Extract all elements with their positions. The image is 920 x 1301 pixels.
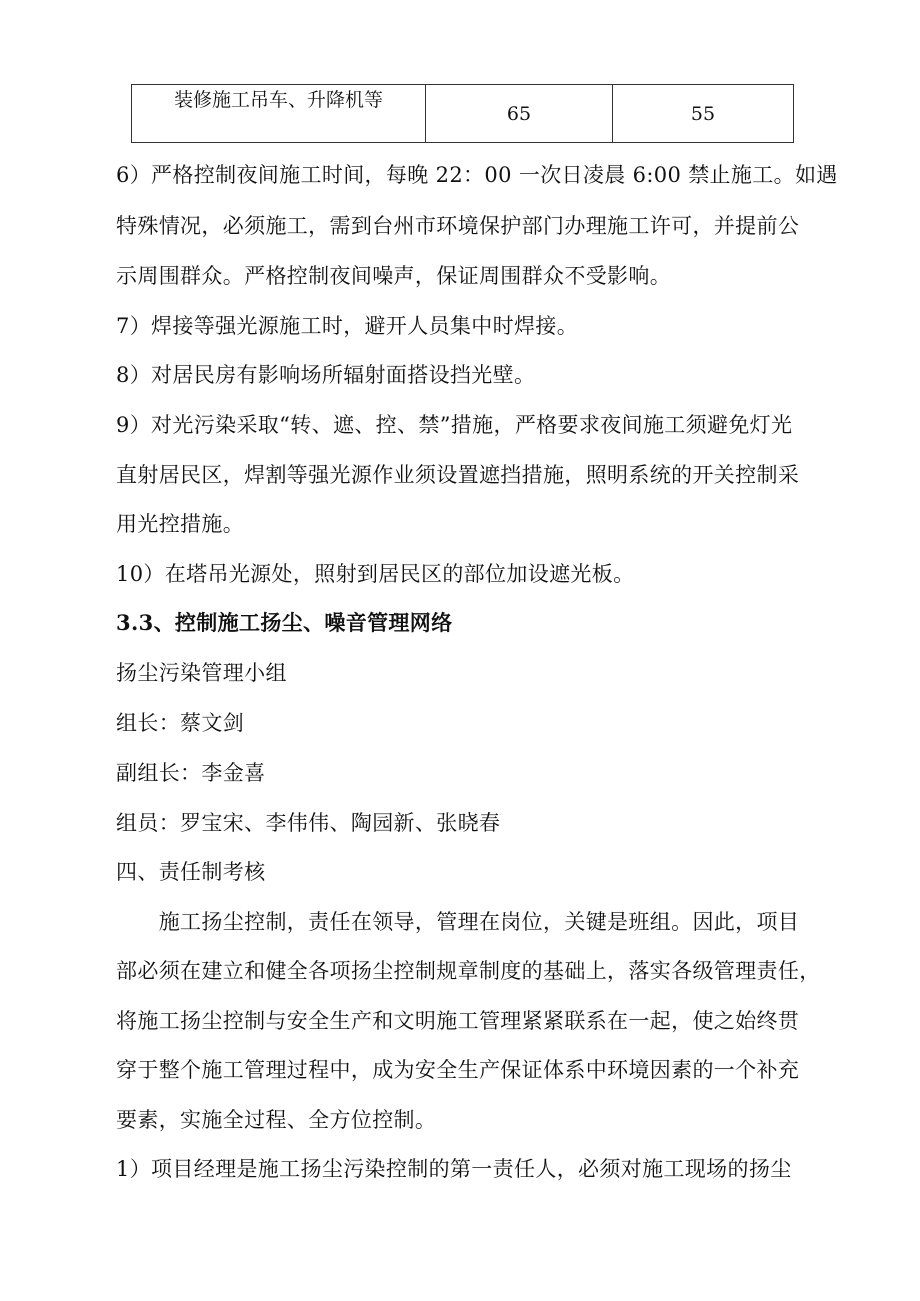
table-row <box>132 85 794 143</box>
group-leader: 组长：蔡文剑 <box>116 711 245 735</box>
paragraph-line: 7）焊接等强光源施工时，避开人员集中时焊接。 <box>116 314 579 338</box>
paragraph-line: 10）在塔吊光源处，照射到居民区的部位加设遮光板。 <box>116 562 635 586</box>
paragraph-line: 特殊情况，必须施工，需到台州市环境保护部门办理施工许可，并提前公 <box>116 214 800 238</box>
night-limit-cell: 55 <box>613 85 794 143</box>
paragraph-line: 将施工扬尘控制与安全生产和文明施工管理紧紧联系在一起，使之始终贯 <box>116 1009 800 1033</box>
paragraph-line: 8）对居民房有影响场所辐射面搭设挡光壁。 <box>116 363 536 387</box>
paragraph-line: 要素，实施全过程、全方位控制。 <box>116 1108 437 1132</box>
section-heading: 3.3、控制施工扬尘、噪音管理网络 <box>116 610 453 635</box>
group-title: 扬尘污染管理小组 <box>116 661 287 685</box>
paragraph-line: 穿于整个施工管理过程中，成为安全生产保证体系中环境因素的一个补充 <box>116 1058 800 1082</box>
group-members: 组员：罗宝宋、李伟伟、陶园新、张晓春 <box>116 811 501 835</box>
equipment-name-cell: 装修施工吊车、升降机等 <box>132 85 426 143</box>
paragraph-line: 施工扬尘控制，责任在领导，管理在岗位，关键是班组。因此，项目 <box>116 910 800 934</box>
deputy-leader: 副组长：李金喜 <box>116 761 266 785</box>
paragraph-line: 直射居民区，焊割等强光源作业须设置遮挡措施，照明系统的开关控制采 <box>116 463 800 487</box>
paragraph-line: 6）严格控制夜间施工时间，每晚 22：00 一次日凌晨 6:00 禁止施工。如遇 <box>116 163 838 187</box>
paragraph-line: 示周围群众。严格控制夜间噪声，保证周围群众不受影响。 <box>116 264 672 288</box>
paragraph-line: 用光控措施。 <box>116 512 245 536</box>
paragraph-line: 部必须在建立和健全各项扬尘控制规章制度的基础上，落实各级管理责任， <box>116 959 821 983</box>
chapter-heading: 四、责任制考核 <box>116 860 266 884</box>
noise-limit-table <box>131 84 794 143</box>
paragraph-line: 9）对光污染采取“转、遮、控、禁”措施，严格要求夜间施工须避免灯光 <box>116 413 793 437</box>
paragraph-line: 1）项目经理是施工扬尘污染控制的第一责任人，必须对施工现场的扬尘 <box>116 1157 792 1181</box>
day-limit-cell: 65 <box>426 85 613 143</box>
